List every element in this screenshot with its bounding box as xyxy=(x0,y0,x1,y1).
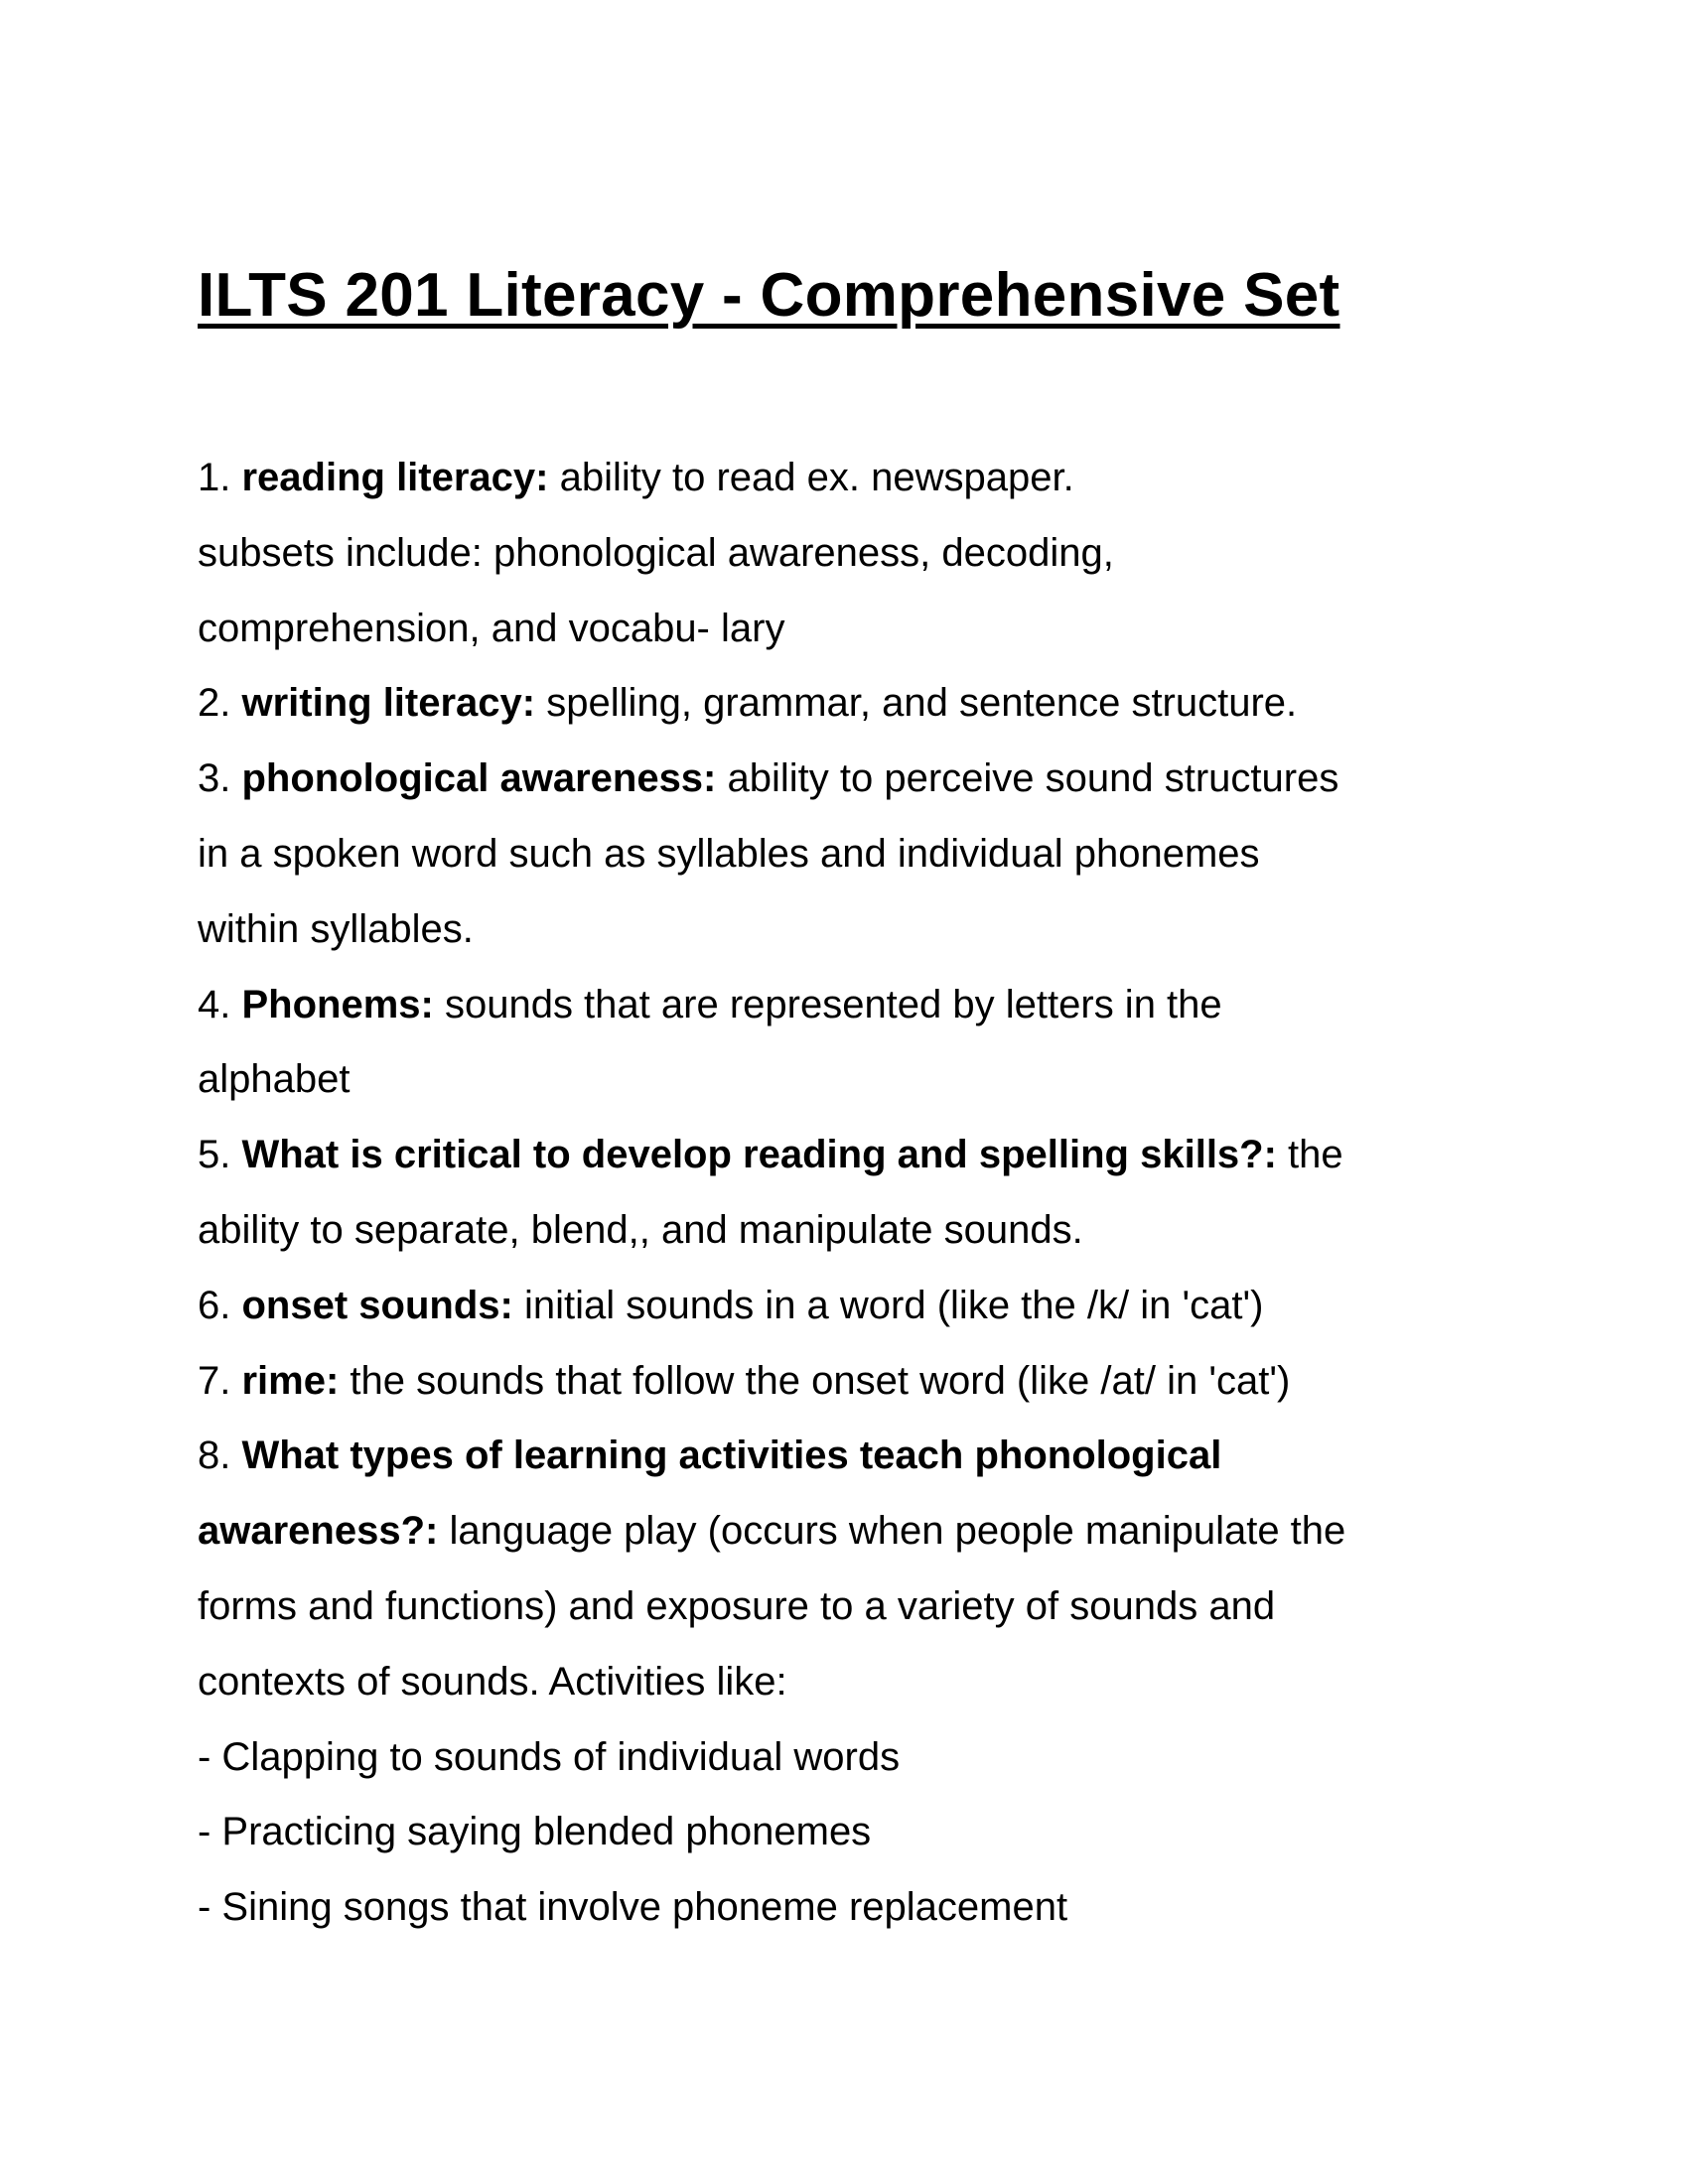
text-line xyxy=(198,666,1508,742)
definition-text: in a spoken word such as syllables and individual phonemes xyxy=(198,831,1260,876)
text-line xyxy=(198,1720,1508,1796)
page-title: ILTS 201 Literacy - Comprehensive Set xyxy=(198,261,1340,330)
definition-text: sounds that are represented by letters in the xyxy=(433,982,1222,1026)
item-number: 5. xyxy=(198,1133,242,1177)
text-line xyxy=(198,1645,1508,1720)
text-line xyxy=(198,1042,1508,1118)
text-line xyxy=(198,1870,1508,1946)
term-label: rime: xyxy=(241,1358,340,1403)
item-number: 1. xyxy=(198,456,242,499)
definition-text: ability to separate, blend,, and manipulate sounds. xyxy=(198,1207,1083,1252)
definition-text: alphabet xyxy=(198,1057,351,1102)
text-line xyxy=(198,1419,1508,1494)
text-line xyxy=(198,592,1508,667)
definition-text: within syllables. xyxy=(198,906,474,951)
text-line xyxy=(198,441,1508,516)
text-line xyxy=(198,1795,1508,1870)
definition-text: subsets include: phonological awareness, decoding, xyxy=(198,530,1114,575)
definition-text: spelling, grammar, and sentence structure. xyxy=(535,681,1298,726)
definition-text: - Sining songs that involve phoneme replacement xyxy=(198,1885,1068,1930)
term-label: What types of learning activities teach phonological xyxy=(241,1433,1222,1478)
text-line xyxy=(198,968,1508,1043)
term-label: writing literacy: xyxy=(241,681,536,726)
definition-text: forms and functions) and exposure to a variety of sounds and xyxy=(198,1583,1276,1628)
item-number: 8. xyxy=(198,1433,242,1478)
term-label: awareness?: xyxy=(198,1509,439,1554)
text-line xyxy=(198,1494,1508,1570)
definition-text: initial sounds in a word (like the /k/ in 'cat') xyxy=(512,1283,1264,1327)
flashcard-list xyxy=(198,441,1508,1946)
item-number: 4. xyxy=(198,982,242,1026)
definition-text: ability to perceive sound structures xyxy=(716,756,1339,801)
text-line xyxy=(198,516,1508,592)
text-line xyxy=(198,892,1508,968)
item-number: 7. xyxy=(198,1358,242,1403)
item-number: 3. xyxy=(198,756,242,801)
text-line xyxy=(198,742,1508,817)
definition-text: comprehension, and vocabu- lary xyxy=(198,606,785,650)
text-line xyxy=(198,1269,1508,1344)
item-number: 6. xyxy=(198,1283,242,1327)
definition-text: the xyxy=(1276,1133,1343,1177)
term-label: reading literacy: xyxy=(241,456,549,499)
text-line xyxy=(198,1118,1508,1193)
definition-text: ability to read ex. newspaper. xyxy=(548,456,1074,499)
item-number: 2. xyxy=(198,681,242,726)
text-line xyxy=(198,1344,1508,1420)
definition-text: contexts of sounds. Activities like: xyxy=(198,1659,787,1704)
definition-text: language play (occurs when people manipulate the xyxy=(438,1509,1346,1554)
definition-text: - Clapping to sounds of individual words xyxy=(198,1734,901,1779)
text-line xyxy=(198,1193,1508,1269)
text-line xyxy=(198,1570,1508,1645)
term-label: phonological awareness: xyxy=(241,756,717,801)
term-label: What is critical to develop reading and spelling skills?: xyxy=(241,1133,1277,1177)
definition-text: - Practicing saying blended phonemes xyxy=(198,1810,872,1854)
term-label: onset sounds: xyxy=(241,1283,513,1327)
term-label: Phonems: xyxy=(241,982,434,1026)
text-line xyxy=(198,817,1508,892)
definition-text: the sounds that follow the onset word (like /at/ in 'cat') xyxy=(339,1358,1291,1403)
